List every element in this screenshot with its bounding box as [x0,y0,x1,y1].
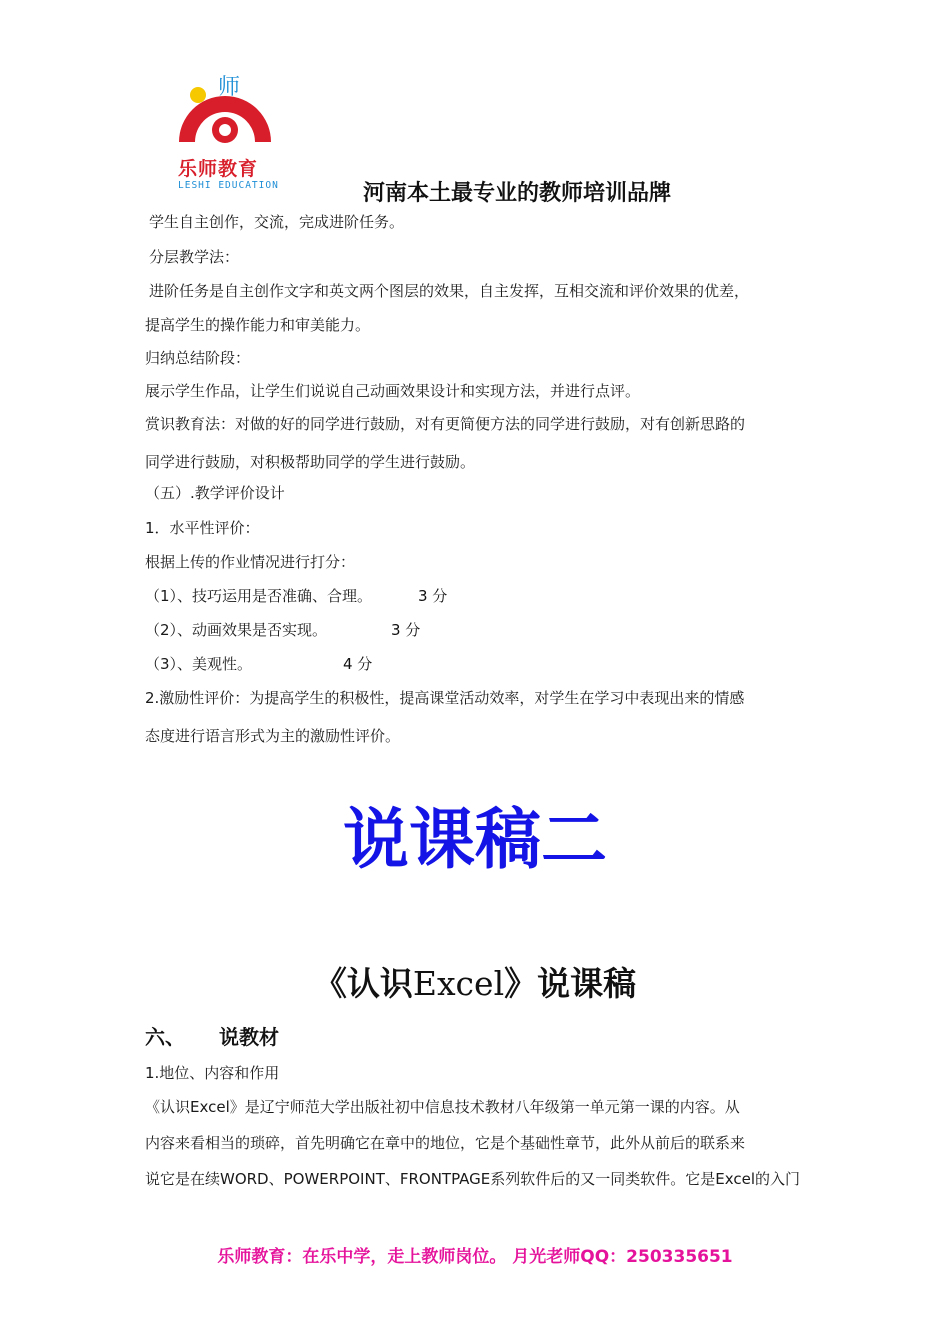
logo-brand-cn: 乐师教育 [178,158,259,180]
body-line: 展示学生作品，让学生们说说自己动画效果设计和实现方法，并进行点评。 [145,382,641,400]
body-line: 进阶任务是自主创作文字和英文两个图层的效果，自主发挥，互相交流和评价效果的优差， [149,282,750,300]
body-line: 内容来看相当的琐碎，首先明确它在章中的地位，它是个基础性章节，此外从前后的联系来 [145,1134,746,1152]
criterion-score: 3 分 [418,587,448,605]
logo-brand-en: LESHI EDUCATION [178,180,279,191]
section-heading-number: 六、 [145,1025,185,1049]
criterion-score: 4 分 [343,655,373,673]
subtitle-en: Excel [412,964,505,1003]
subtitle [0,958,950,1005]
body-line: 说它是在续WORD、POWERPOINT、FRONTPAGE系列软件后的又一同类软件。它是Excel的入门 [145,1170,801,1188]
criterion-label: （1）、技巧运用是否准确、合理。 [145,587,373,605]
header-slogan: 河南本土最专业的教师培训品牌 [363,181,672,206]
body-line: 《认识Excel》是辽宁师范大学出版社初中信息技术教材八年级第一单元第一课的内容。从 [145,1098,740,1116]
body-line: 2.激励性评价：为提高学生的积极性，提高课堂活动效率，对学生在学习中表现出来的情感 [145,689,745,707]
criterion-label: （3）、美观性。 [145,655,253,673]
section-heading [145,1021,279,1050]
body-line: 1.地位、内容和作用 [145,1064,280,1082]
body-line: 分层教学法： [149,248,240,266]
criterion-label: （2）、动画效果是否实现。 [145,621,328,639]
footer-slogan: 乐师教育：在乐中学，走上教师岗位。 月光老师QQ：250335651 [217,1247,733,1267]
body-line: 态度进行语言形式为主的激励性评价。 [145,727,401,745]
body-line: （五）.教学评价设计 [145,484,285,502]
body-line: 赏识教育法：对做的好的同学进行鼓励，对有更简便方法的同学进行鼓励，对有创新思路的 [145,415,746,433]
subtitle-post: 》说课稿 [504,964,637,1003]
subtitle-pre: 《认识 [313,964,413,1003]
big-title: 说课稿二 [343,801,607,878]
logo-mark-icon [176,72,276,154]
leshi-logo [176,72,279,194]
body-line: 同学进行鼓励，对积极帮助同学的学生进行鼓励。 [145,453,476,471]
body-line: 归纳总结阶段： [145,349,251,367]
body-line: 提高学生的操作能力和审美能力。 [145,316,371,334]
body-line: 1．水平性评价： [145,519,260,537]
section-heading-text: 说教材 [219,1025,279,1049]
criterion-score: 3 分 [391,621,421,639]
body-line: 学生自主创作，交流，完成进阶任务。 [149,213,405,231]
body-line: 根据上传的作业情况进行打分： [145,553,356,571]
logo-char: 师 [218,75,241,100]
